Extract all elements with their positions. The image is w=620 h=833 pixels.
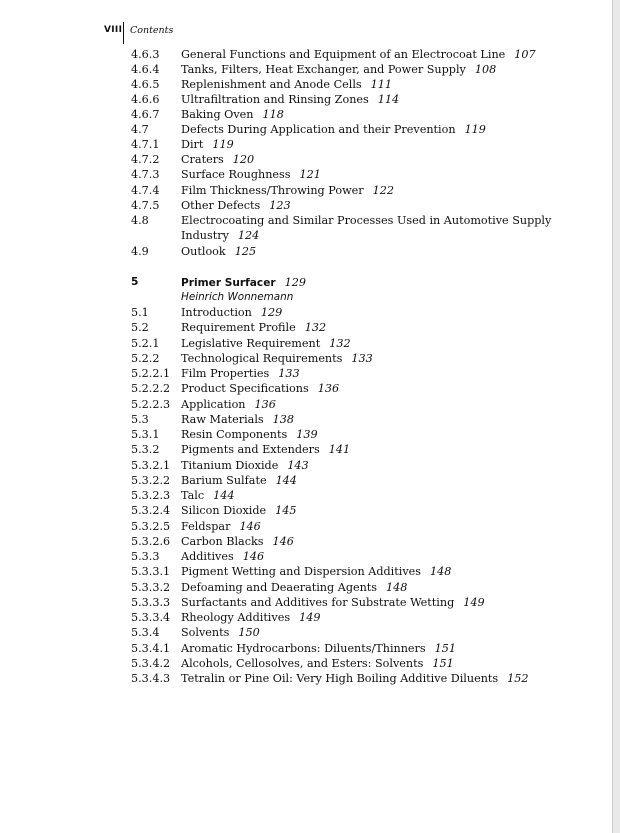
page-ref: 149 <box>463 596 485 609</box>
section-number: 5.2.2 <box>131 352 160 365</box>
page-ref: 138 <box>272 413 294 426</box>
section-title-line <box>181 381 339 396</box>
section-title-line <box>181 549 264 564</box>
header-divider <box>123 22 124 44</box>
section-title: Requirement Profile <box>181 321 296 334</box>
section-number: 4.6.5 <box>131 78 160 91</box>
section-title: Talc <box>181 489 205 502</box>
page-ref: 108 <box>474 63 497 76</box>
section-title: Aromatic Hydrocarbons: Diluents/Thinners <box>181 642 426 655</box>
section-title-line <box>181 228 259 243</box>
section-title: Dirt <box>181 138 204 151</box>
page-ref: 136 <box>254 398 276 411</box>
section-number: 5.3.3.4 <box>131 611 171 624</box>
section-title: Film Thickness/Throwing Power <box>181 184 364 197</box>
page-number: VIII <box>104 25 123 35</box>
section-title: Other Defects <box>181 199 261 212</box>
chapter-title-line <box>181 275 306 291</box>
section-title-line <box>181 107 284 122</box>
page-ref: 150 <box>238 626 260 639</box>
section-title: Defoaming and Deaerating Agents <box>181 581 378 594</box>
page-ref: 148 <box>430 565 452 578</box>
section-number: 4.6.4 <box>131 63 160 76</box>
section-title-line <box>181 595 485 610</box>
section-number: 4.7.1 <box>131 138 160 151</box>
page-ref: 143 <box>287 459 309 472</box>
section-number: 4.8 <box>131 214 149 227</box>
page-ref: 129 <box>260 306 283 319</box>
section-title: Pigment Wetting and Dispersion Additives <box>181 565 422 578</box>
section-title-line <box>181 641 456 656</box>
page-ref: 132 <box>304 321 327 334</box>
section-title-line <box>181 351 373 366</box>
section-title-line <box>181 305 282 320</box>
section-title-line <box>181 442 350 457</box>
section-title: Titanium Dioxide <box>181 459 279 472</box>
section-number: 5.3.3 <box>131 550 160 563</box>
section-number: 5.3.4.3 <box>131 672 171 685</box>
section-title: Product Specifications <box>181 382 309 395</box>
section-title-line <box>181 152 254 167</box>
chapter-author: Heinrich Wonnemann <box>181 291 294 303</box>
section-title: Defects During Application and their Prevention <box>181 123 456 136</box>
section-title-line <box>181 213 551 228</box>
page-ref: 121 <box>299 168 321 181</box>
section-title: Additives <box>181 550 234 563</box>
section-number: 5.3.2.3 <box>131 489 171 502</box>
running-title: Contents <box>130 25 174 36</box>
page-ref: 152 <box>507 672 529 685</box>
page-ref: 114 <box>377 93 400 106</box>
section-title-line <box>181 336 351 351</box>
section-number: 5.2.2.1 <box>131 367 171 380</box>
section-title: Surface Roughness <box>181 168 291 181</box>
page-ref: 146 <box>242 550 265 563</box>
section-title-line <box>181 519 261 534</box>
page-ref: 133 <box>278 367 300 380</box>
section-title-line <box>181 503 296 518</box>
section-title: Resin Components <box>181 428 288 441</box>
section-title-line <box>181 473 297 488</box>
page-ref: 132 <box>329 337 351 350</box>
section-title-line <box>181 534 294 549</box>
section-title: Rheology Additives <box>181 611 291 624</box>
page-ref: 123 <box>269 199 291 212</box>
page-ref: 144 <box>275 474 297 487</box>
page-ref: 122 <box>372 184 394 197</box>
section-number: 5.3.3.1 <box>131 565 171 578</box>
section-number: 5.3.2.1 <box>131 459 171 472</box>
page-ref: 144 <box>213 489 235 502</box>
section-title-line <box>181 458 309 473</box>
section-title: Legislative Requirement <box>181 337 321 350</box>
section-number: 4.6.6 <box>131 93 160 106</box>
section-title: Application <box>181 398 246 411</box>
section-number: 4.6.7 <box>131 108 160 121</box>
section-number: 4.7.5 <box>131 199 160 212</box>
section-title: Electrocoating and Similar Processes Used in Automotive Supply <box>181 214 552 227</box>
chapter-number: 5 <box>131 276 139 288</box>
section-number: 5.3.2 <box>131 443 160 456</box>
section-title-line <box>181 198 291 213</box>
section-number: 5.1 <box>131 306 149 319</box>
section-number: 5.3 <box>131 413 149 426</box>
page-ref: 124 <box>237 229 260 242</box>
chapter-title: Primer Surfacer <box>181 277 276 289</box>
section-title: Industry <box>181 229 229 242</box>
page-ref: 151 <box>432 657 454 670</box>
section-number: 5.3.3.2 <box>131 581 171 594</box>
section-title-line <box>181 580 407 595</box>
section-title-line <box>181 77 392 92</box>
section-title: Technological Requirements <box>181 352 343 365</box>
section-title: Carbon Blacks <box>181 535 264 548</box>
section-title-line <box>181 244 256 259</box>
section-number: 4.7 <box>131 123 149 136</box>
section-title-line <box>181 412 294 427</box>
section-title-line <box>181 62 496 77</box>
section-title: Tetralin or Pine Oil: Very High Boiling Additive Diluents <box>181 672 499 685</box>
section-title-line <box>181 366 300 381</box>
section-title-line <box>181 656 454 671</box>
section-title-line <box>181 47 536 62</box>
section-number: 5.2.2.2 <box>131 382 171 395</box>
page-ref: 151 <box>434 642 456 655</box>
section-title-line <box>181 625 260 640</box>
section-title: Craters <box>181 153 224 166</box>
page-ref: 120 <box>232 153 255 166</box>
section-number: 5.2 <box>131 321 149 334</box>
page-ref: 136 <box>317 382 340 395</box>
section-title-line <box>181 167 321 182</box>
section-title-line <box>181 564 451 579</box>
page-ref: 118 <box>262 108 284 121</box>
section-title-line <box>181 488 234 503</box>
section-title: Barium Sulfate <box>181 474 267 487</box>
page-ref: 119 <box>212 138 234 151</box>
section-title: Tanks, Filters, Heat Exchanger, and Power Supply <box>181 63 466 76</box>
section-title: Outlook <box>181 245 226 258</box>
section-number: 4.7.3 <box>131 168 160 181</box>
section-title: Ultrafiltration and Rinsing Zones <box>181 93 369 106</box>
section-number: 5.3.2.6 <box>131 535 171 548</box>
section-number: 5.3.3.3 <box>131 596 171 609</box>
section-title-line <box>181 397 276 412</box>
section-number: 5.2.1 <box>131 337 160 350</box>
section-number: 5.3.4.2 <box>131 657 171 670</box>
section-title-line <box>181 92 399 107</box>
page-ref: 146 <box>239 520 261 533</box>
page-ref: 148 <box>386 581 408 594</box>
page-ref: 129 <box>284 276 306 289</box>
page-ref: 111 <box>370 78 393 91</box>
page-ref: 107 <box>514 48 536 61</box>
page-ref: 145 <box>275 504 297 517</box>
section-title: General Functions and Equipment of an Electrocoat Line <box>181 48 506 61</box>
section-title-line <box>181 671 529 686</box>
section-title: Film Properties <box>181 367 270 380</box>
section-title: Surfactants and Additives for Substrate Wetting <box>181 596 455 609</box>
section-number: 5.2.2.3 <box>131 398 171 411</box>
section-title: Alcohols, Cellosolves, and Esters: Solvents <box>181 657 424 670</box>
page-ref: 119 <box>464 123 486 136</box>
page-ref: 149 <box>299 611 321 624</box>
page-ref: 146 <box>272 535 294 548</box>
section-title-line <box>181 122 486 137</box>
section-title-line <box>181 183 394 198</box>
section-title-line <box>181 320 326 335</box>
section-title: Feldspar <box>181 520 231 533</box>
section-number: 4.6.3 <box>131 48 160 61</box>
section-number: 4.9 <box>131 245 149 258</box>
section-title: Silicon Dioxide <box>181 504 267 517</box>
section-number: 5.3.2.5 <box>131 520 171 533</box>
section-title: Replenishment and Anode Cells <box>181 78 362 91</box>
page-ref: 141 <box>328 443 351 456</box>
section-title: Baking Oven <box>181 108 254 121</box>
section-title: Pigments and Extenders <box>181 443 320 456</box>
section-title: Solvents <box>181 626 230 639</box>
section-number: 4.7.4 <box>131 184 160 197</box>
section-title-line <box>181 137 234 152</box>
section-number: 5.3.4 <box>131 626 160 639</box>
section-number: 4.7.2 <box>131 153 160 166</box>
section-number: 5.3.2.2 <box>131 474 171 487</box>
page-ref: 125 <box>234 245 257 258</box>
section-number: 5.3.4.1 <box>131 642 171 655</box>
page-ref: 133 <box>351 352 373 365</box>
section-title: Introduction <box>181 306 252 319</box>
page-ref: 139 <box>296 428 318 441</box>
section-number: 5.3.2.4 <box>131 504 171 517</box>
section-number: 5.3.1 <box>131 428 160 441</box>
section-title: Raw Materials <box>181 413 264 426</box>
section-title-line <box>181 427 318 442</box>
section-title-line <box>181 610 320 625</box>
